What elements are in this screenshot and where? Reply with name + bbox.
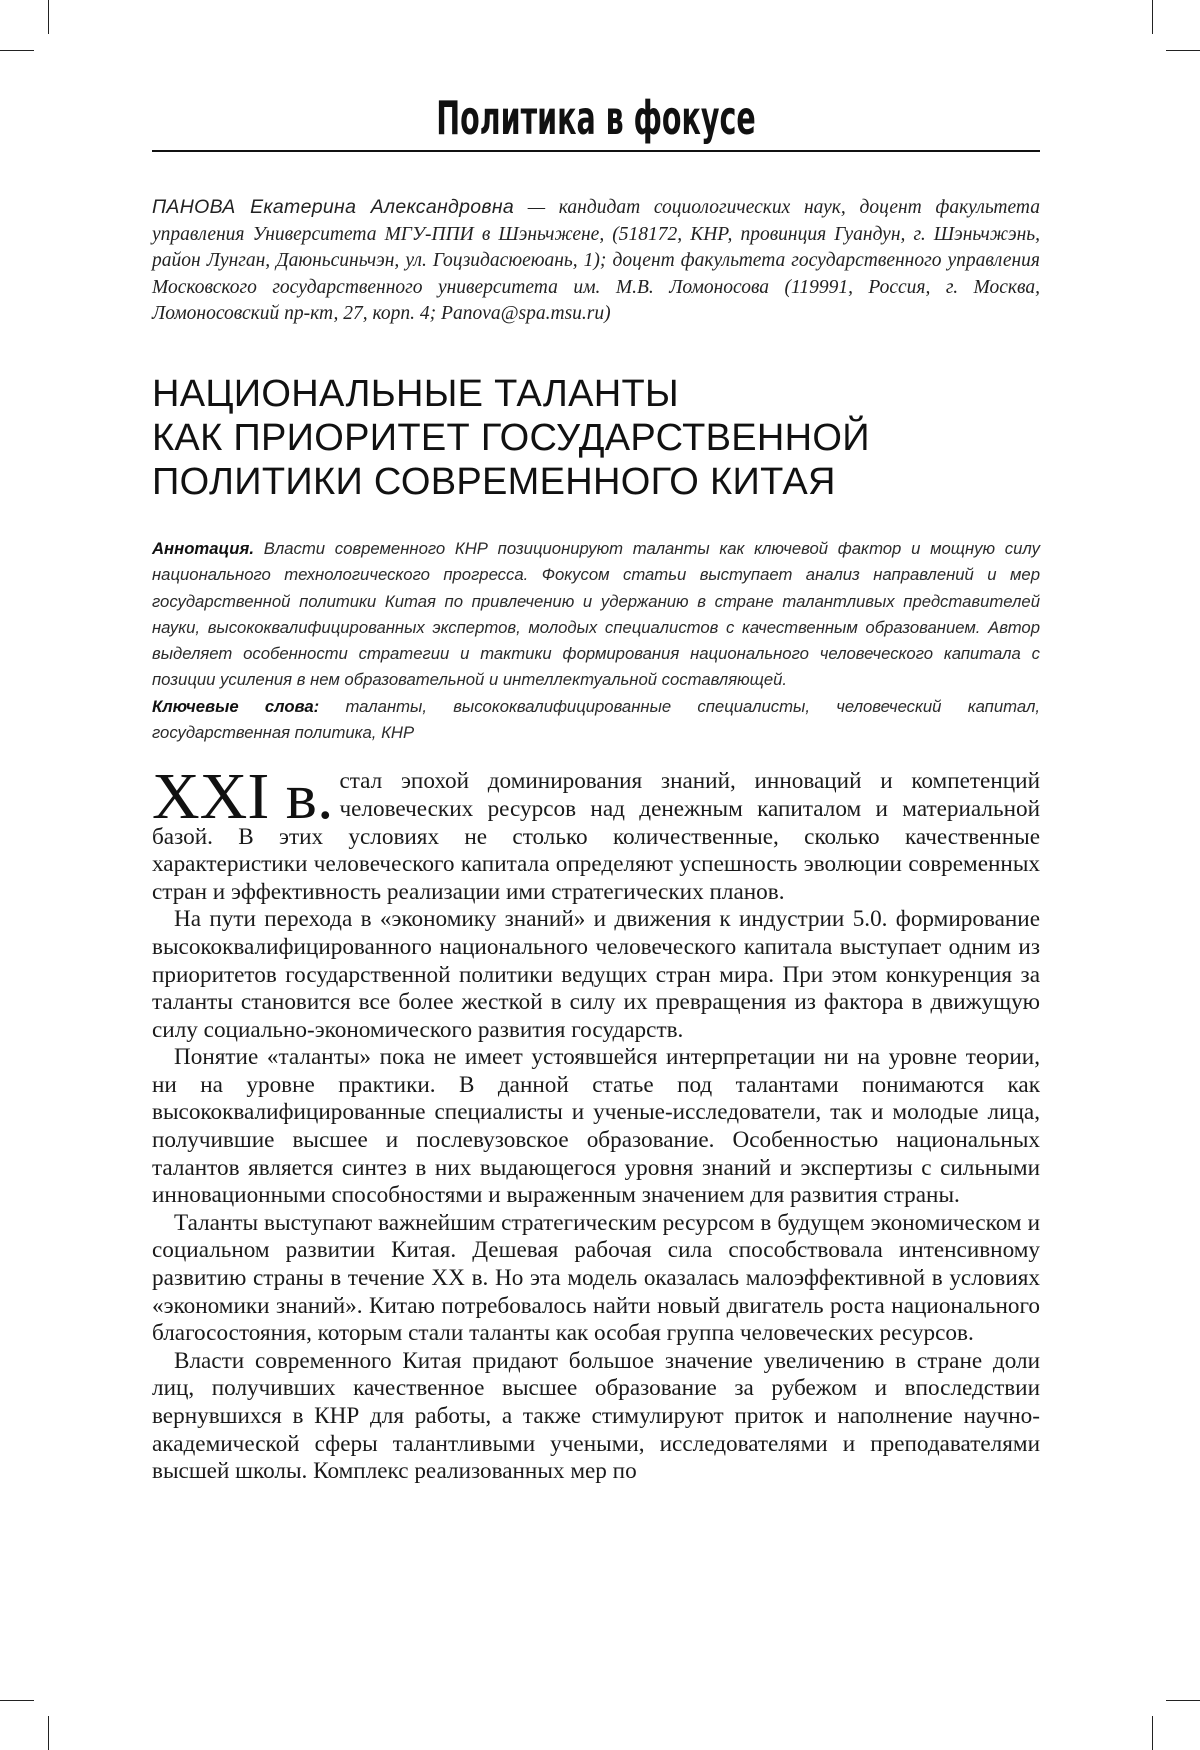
title-line: ПОЛИТИКИ СОВРЕМЕННОГО КИТАЯ	[152, 460, 836, 503]
paragraph: XXI в. стал эпохой доминирования знаний, инноваций и компетенций человеческих ресурсов над денежным капиталом и материальной базой. В этих условиях не столько количественные, сколько качественные характеристики человеческого капитала определяют успешность эволюции современных стран и эффективность реализации ими стратегических планов.	[152, 760, 1040, 905]
keywords-text: таланты, высококвалифицированные специалисты, человеческий капитал, государственная политика, КНР	[152, 696, 1040, 743]
author-bio: — кандидат социологических наук, доцент факультета управления Университета МГУ-ППИ в Шэньчжене, (518172, КНР, провинция Гуандун, г. Шэньчжэнь, район Лунган, Даюньсиньчэн, ул. Гоцзидасюеюань, 1); доцент факультета государственного управления Московского государственного университета им. М.В. Ломоносова (119991, Россия, г. Москва, Ломоносовский пр-кт, 27, корп. 4; Panova@spa.msu.ru)	[152, 197, 1040, 325]
rubric-divider	[152, 150, 1040, 152]
article-page	[152, 88, 1040, 1486]
crop-mark	[48, 0, 49, 34]
crop-mark	[1166, 50, 1200, 51]
crop-mark	[0, 50, 34, 51]
crop-mark	[1152, 0, 1153, 34]
crop-mark	[1166, 1700, 1200, 1701]
crop-mark	[0, 1700, 34, 1701]
paragraph: На пути перехода в «экономику знаний» и движения к индустрии 5.0. формирование высококвалифицированного национального человеческого капитала выступает одним из приоритетов государственной политики ведущих стран мира. При этом конкуренция за таланты становится все более жесткой в силу их превращения из фактора в движущую силу социально-экономического развития государств.	[152, 906, 1040, 1043]
crop-mark	[1152, 1716, 1153, 1750]
author-name: ПАНОВА Екатерина Александровна	[152, 196, 515, 218]
paragraph: Понятие «таланты» пока не имеет устоявшейся интерпретации ни на уровне теории, ни на уровне практики. В данной статье под талантами понимаются как высококвалифицированные специалисты и ученые-исследователи, так и молодые лица, получившие высшее и послевузовское образование. Особенностью национальных талантов является синтез в них выдающегося уровня знаний и экспертизы с сильными инновационными способностями и выраженным значением для развития страны.	[152, 1044, 1040, 1209]
article-title	[152, 372, 1040, 504]
title-line: НАЦИОНАЛЬНЫЕ ТАЛАНТЫ	[152, 372, 679, 415]
section-rubric: Политика в фокусе	[436, 91, 756, 145]
drop-cap: XXI в.	[152, 760, 334, 834]
crop-mark	[48, 1716, 49, 1750]
keywords-label: Ключевые слова:	[152, 696, 320, 716]
paragraph: Таланты выступают важнейшим стратегическим ресурсом в будущем экономическом и социальном развитии Китая. Дешевая рабочая сила способствовала интенсивному развитию страны в течение XX в. Но эта модель оказалась малоэффективной в условиях «экономики знаний». Китаю потребовалось найти новый двигатель роста национального благосостояния, которым стали таланты как особая группа человеческих ресурсов.	[152, 1209, 1040, 1347]
abstract-text: Власти современного КНР позиционируют таланты как ключевой фактор и мощную силу национального технологического прогресса. Фокусом статьи выступает анализ направлений и мер государственной политики Китая по привлечению и удержанию в стране талантливых представителей науки, высококвалифицированных экспертов, молодых специалистов с качественным образованием. Автор выделяет особенности стратегии и тактики формирования национального человеческого капитала с позиции усиления в нем образовательной и интеллектуальной составляющей.	[152, 538, 1040, 690]
author-info	[152, 194, 1040, 328]
title-line: КАК ПРИОРИТЕТ ГОСУДАРСТВЕННОЙ	[152, 416, 870, 459]
article-body	[152, 760, 1040, 1485]
paragraph: Власти современного Китая придают большое значение увеличению в стране доли лиц, получивших качественное высшее образование за рубежом и впоследствии вернувшихся в КНР для работы, а также стимулируют приток и наполнение научно-академической сферы талантливыми учеными, исследователями и преподавателями высшей школы. Комплекс реализованных мер по	[152, 1347, 1040, 1485]
abstract	[152, 536, 1040, 746]
abstract-label: Аннотация.	[152, 538, 254, 558]
